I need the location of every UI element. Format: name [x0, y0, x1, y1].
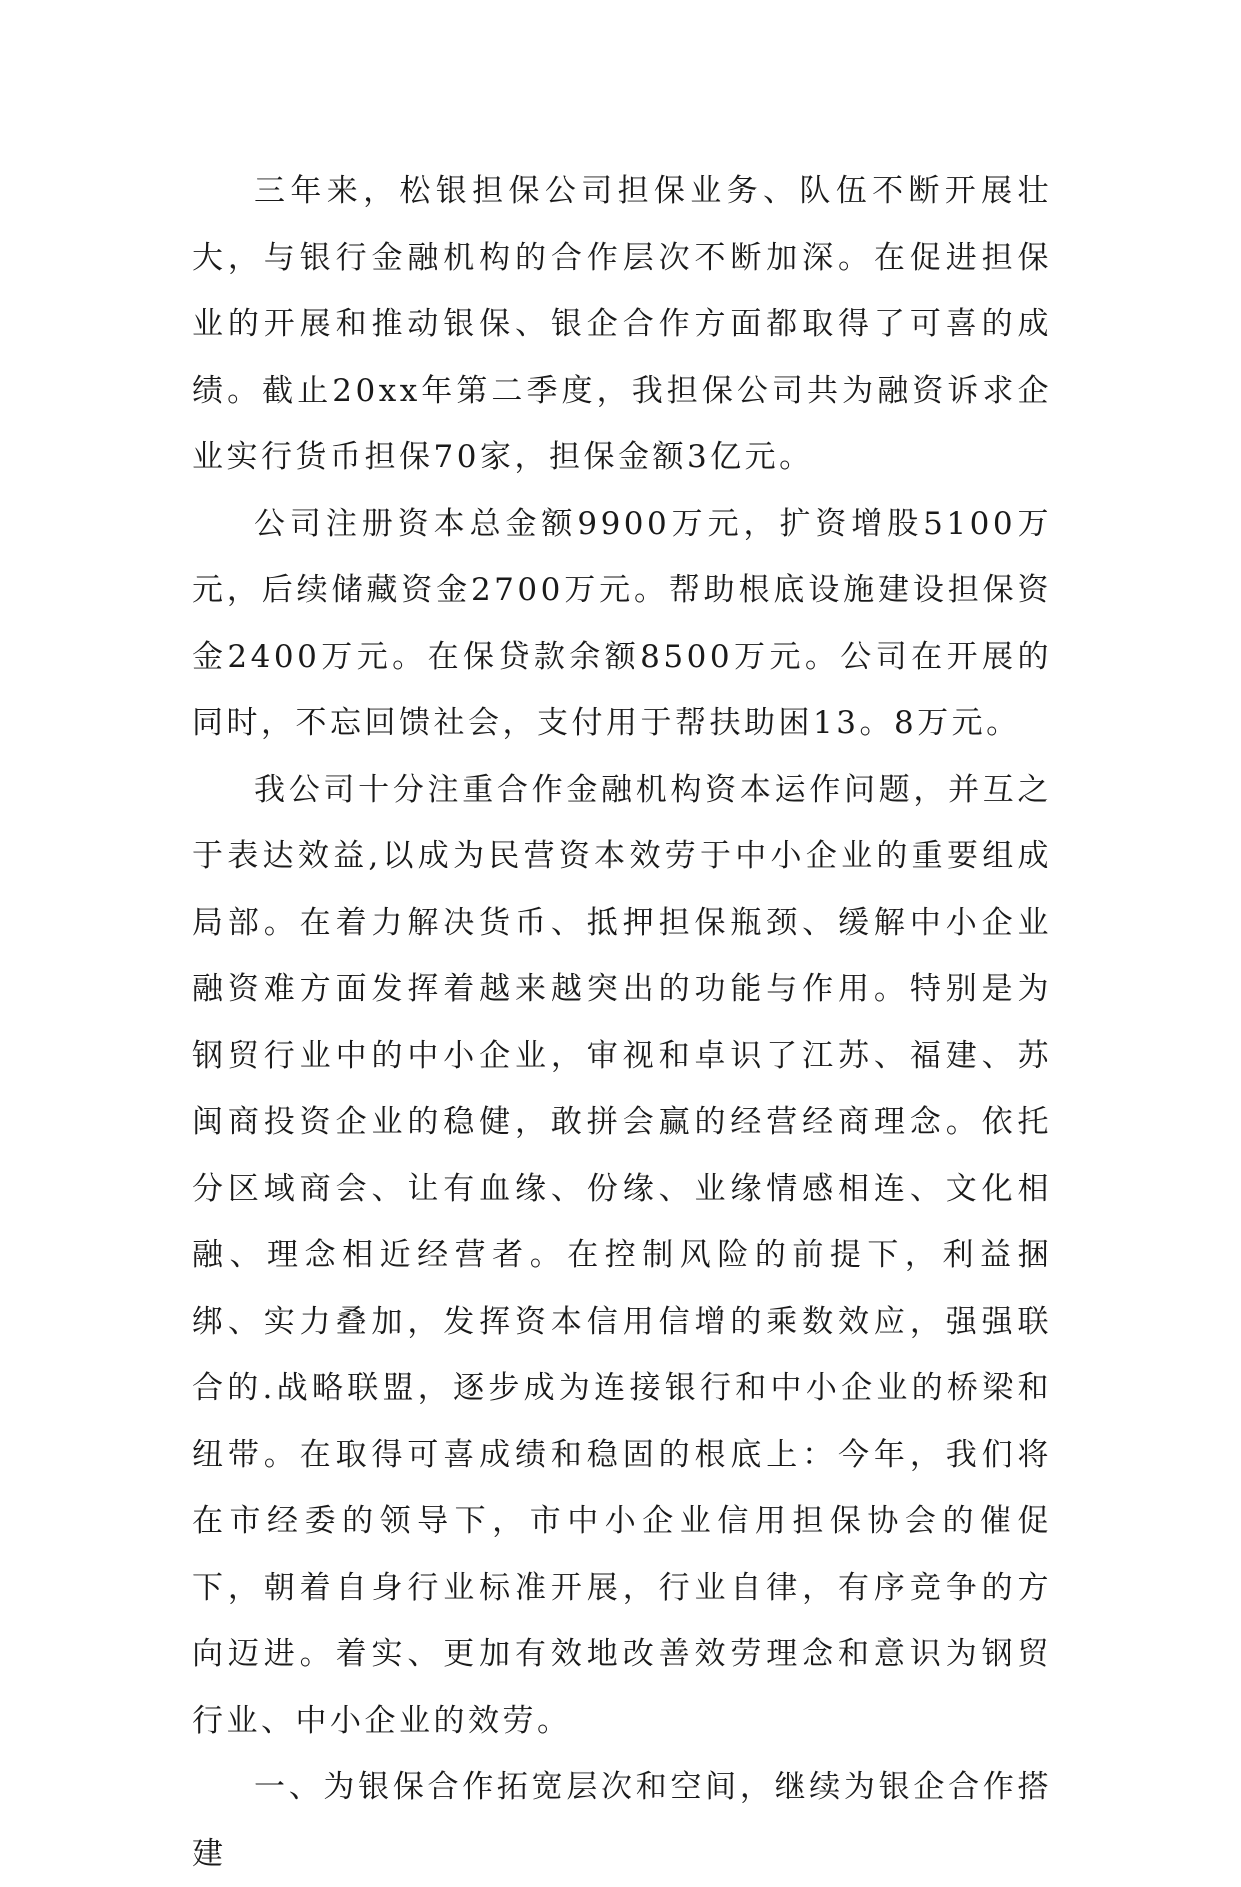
paragraph-1: 三年来，松银担保公司担保业务、队伍不断开展壮大，与银行金融机构的合作层次不断加深。在促进担保业的开展和推动银保、银企合作方面都取得了可喜的成绩。截止20xx年第二季度，我担保公司共为融资诉求企业实行货币担保70家，担保金额3亿元。	[192, 173, 1052, 475]
paragraph-4: 一、为银保合作拓宽层次和空间，继续为银企合作搭建	[192, 1769, 1052, 1872]
document-page	[192, 158, 1052, 1887]
paragraph-2: 公司注册资本总金额9900万元，扩资增股5100万元，后续储藏资金2700万元。帮助根底设施建设担保资金2400万元。在保贷款余额8500万元。公司在开展的同时，不忘回馈社会，支付用于帮扶助困13。8万元。	[192, 505, 1052, 741]
paragraph-3: 我公司十分注重合作金融机构资本运作问题，并互之于表达效益,以成为民营资本效劳于中小企业的重要组成局部。在着力解决货币、抵押担保瓶颈、缓解中小企业融资难方面发挥着越来越突出的功能与作用。特别是为钢贸行业中的中小企业，审视和卓识了江苏、福建、苏闽商投资企业的稳健，敢拼会赢的经营经商理念。依托分区域商会、让有血缘、份缘、业缘情感相连、文化相融、理念相近经营者。在控制风险的前提下，利益捆绑、实力叠加，发挥资本信用信增的乘数效应，强强联合的.战略联盟，逐步成为连接银行和中小企业的桥梁和纽带。在取得可喜成绩和稳固的根底上：今年，我们将在市经委的领导下，市中小企业信用担保协会的催促下，朝着自身行业标准开展，行业自律，有序竞争的方向迈进。着实、更加有效地改善效劳理念和意识为钢贸行业、中小企业的效劳。	[192, 771, 1052, 1739]
